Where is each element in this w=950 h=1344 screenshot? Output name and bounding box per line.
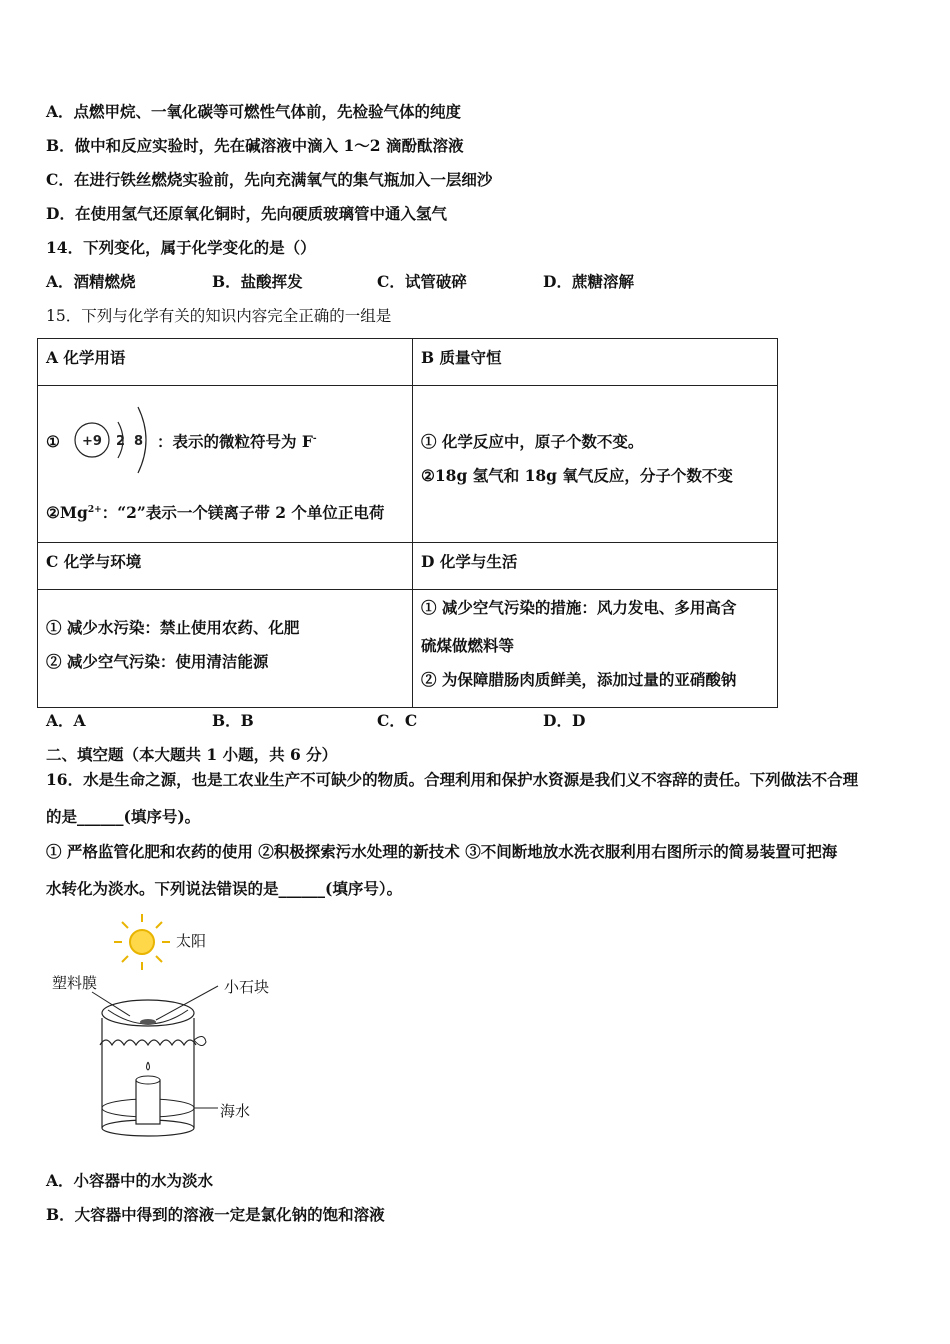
q15-d-item1b: 硫煤做燃料等 [421, 636, 515, 655]
q15-header-b: B 质量守恒 [413, 339, 778, 386]
q13-option-a: A．点燃甲烷、一氧化碳等可燃性气体前，先检验气体的纯度 [46, 102, 462, 121]
section-2-heading: 二、填空题（本大题共 1 小题，共 6 分） [46, 745, 338, 764]
q15-table [37, 338, 778, 708]
q15-a-item2-text: ：“2”表示一个镁离子带 2 个单位正电荷 [101, 503, 385, 522]
q15-cell-d [413, 590, 778, 708]
q15-a-item2-sup: 2+ [87, 504, 102, 515]
atom-nucleus-charge: +9 [82, 434, 102, 449]
q15-option-c: C．C [377, 711, 418, 730]
q15-c-item1: ① 减少水污染：禁止使用农药、化肥 [46, 618, 300, 637]
q15-a-item1-prefix: ① [46, 432, 60, 451]
small-stone [140, 1019, 156, 1025]
q16-line-1: 16．水是生命之源，也是工农业生产不可缺少的物质。合理利用和保护水资源是我们义不容辞的责任。下列做法不合理 [46, 770, 859, 789]
q15-a-item1-sup: - [312, 433, 317, 444]
atom-structure-diagram [68, 392, 168, 492]
atom-shell-2-count: 8 [134, 434, 144, 449]
drip [147, 1062, 150, 1070]
q15-cell-b [413, 386, 778, 543]
q16-line-2: 的是______(填序号)。 [46, 807, 201, 826]
q15-header-c: C 化学与环境 [38, 543, 413, 590]
desalination-diagram [50, 910, 290, 1150]
stone-pointer [156, 986, 218, 1020]
q16-line-4: 水转化为淡水。下列说法错误的是______(填序号）。 [46, 879, 403, 898]
q16-line-3: ① 严格监管化肥和农药的使用 ②积极探索污水处理的新技术 ③不间断地放水洗衣服利用右图所示的简易装置可把海 [46, 842, 838, 861]
q14-option-a: A．酒精燃烧 [46, 272, 136, 291]
q15-b-item1: ① 化学反应中，原子个数不变。 [421, 432, 644, 451]
q14-option-b: B．盐酸挥发 [212, 272, 303, 291]
q15-option-a: A．A [46, 711, 86, 730]
q16-option-a: A．小容器中的水为淡水 [46, 1171, 214, 1190]
q14-option-d: D．蔗糖溶解 [543, 272, 634, 291]
q15-header-a: A 化学用语 [38, 339, 413, 386]
atom-shell-1-count: 2 [116, 434, 126, 449]
q15-c-item2: ② 减少空气污染：使用清洁能源 [46, 652, 269, 671]
small-container-top [136, 1076, 160, 1084]
q14-option-c: C．试管破碎 [377, 272, 467, 291]
sun-label: 太阳 [176, 932, 207, 950]
q13-option-d: D．在使用氢气还原氧化铜时，先向硬质玻璃管中通入氢气 [46, 204, 447, 223]
q15-d-item2: ② 为保障腊肠肉质鲜美，添加过量的亚硝酸钠 [421, 670, 737, 689]
seawater-label: 海水 [220, 1102, 251, 1120]
cloth-band [100, 1040, 196, 1045]
q13-option-c: C．在进行铁丝燃烧实验前，先向充满氧气的集气瓶加入一层细沙 [46, 170, 493, 189]
small-container [136, 1080, 160, 1124]
q15-cell-c [38, 590, 413, 708]
q15-header-d: D 化学与生活 [413, 543, 778, 590]
film-label: 塑料膜 [52, 974, 98, 992]
q15-stem: 15．下列与化学有关的知识内容完全正确的一组是 [46, 307, 392, 325]
q15-cell-a [38, 386, 413, 543]
stone-label: 小石块 [224, 978, 270, 996]
q13-option-b: B．做中和反应实验时，先在碱溶液中滴入 1～2 滴酚酞溶液 [46, 136, 464, 155]
q16-option-b: B．大容器中得到的溶液一定是氯化钠的饱和溶液 [46, 1205, 385, 1224]
q15-d-item1a: ① 减少空气污染的措施：风力发电、多用高含 [421, 598, 737, 617]
q15-b-item2: ②18g 氢气和 18g 氧气反应，分子个数不变 [421, 466, 733, 485]
sun-icon [114, 914, 170, 970]
q15-a-item2-prefix: ②Mg [46, 503, 88, 522]
q15-option-d: D．D [543, 711, 586, 730]
desalination-figure [50, 910, 290, 1150]
q14-stem: 14．下列变化，属于化学变化的是（） [46, 238, 316, 257]
q15-a-item1-text: ：表示的微粒符号为 F [157, 432, 313, 451]
q15-option-b: B．B [212, 711, 254, 730]
